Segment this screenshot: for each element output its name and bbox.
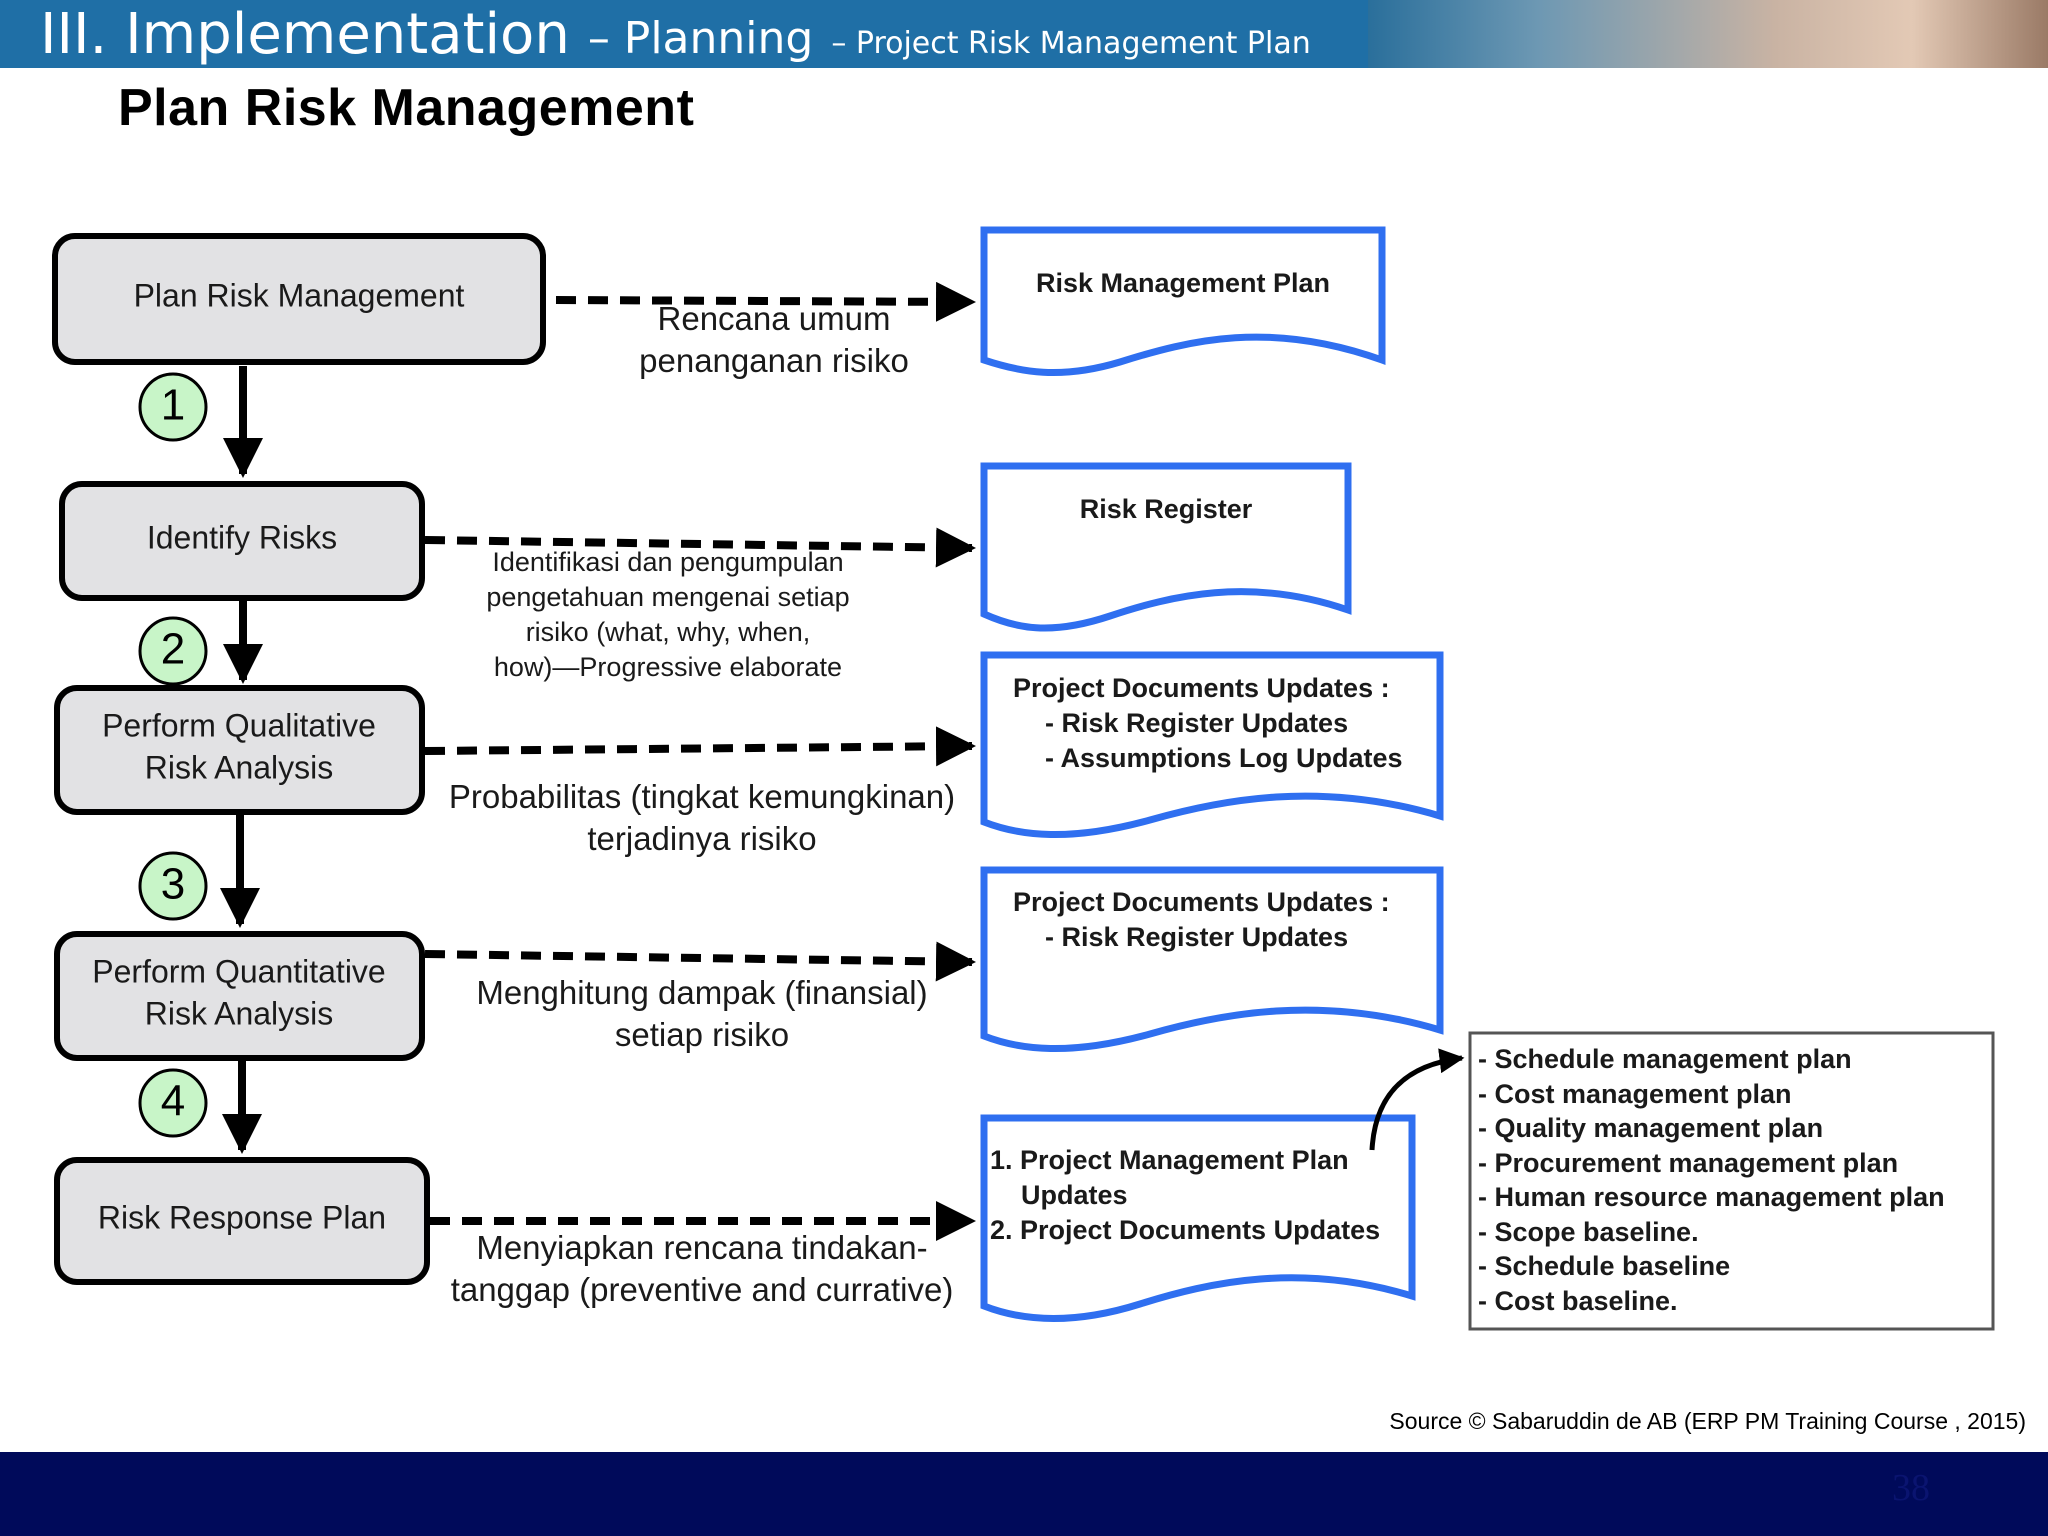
pm-plan-item: - Human resource management plan [1478,1182,1945,1212]
output-quantitative-updates [984,870,1440,1049]
document-label: Project Documents Updates : [1013,673,1390,703]
svg-text:3: 3 [160,859,186,909]
process-box-quantitative-analysis [57,934,422,1058]
svg-text:penanganan risiko: penanganan risiko [639,342,909,379]
output-risk-management-plan [984,230,1382,373]
pm-plan-item: - Schedule management plan [1478,1044,1852,1074]
page-number: 38 [1892,1467,1930,1509]
process-label: Risk Analysis [144,995,334,1032]
header-section: III. Implementation [40,2,570,67]
document-label: - Risk Register Updates [1045,922,1349,952]
pm-plan-item: - Procurement management plan [1478,1148,1899,1178]
svg-text:1: 1 [160,380,186,430]
svg-text:risiko (what, why, when,: risiko (what, why, when, [525,617,811,647]
svg-text:tanggap (preventive and currat: tanggap (preventive and currative) [450,1271,954,1308]
step-number-2 [140,618,206,684]
pm-plan-item: - Quality management plan [1478,1113,1824,1143]
page-title: Plan Risk Management [118,79,695,137]
process-label: Plan Risk Management [133,277,465,314]
connector-4 [425,954,972,962]
note-plan [639,300,909,379]
document-label: Risk Management Plan [1035,268,1331,298]
header-subtitle: – Project Risk Management Plan [831,26,1311,61]
output-connectors [425,300,972,1221]
output-qualitative-updates [984,655,1440,835]
pm-plan-item: - Schedule baseline [1478,1251,1731,1281]
pm-plan-item: - Cost baseline. [1478,1286,1678,1316]
process-label: Perform Quantitative [92,953,386,990]
document-label: Project Documents Updates : [1013,887,1390,917]
note-response [451,1229,954,1308]
process-box-qualitative-analysis [57,688,422,812]
note-quantitative [476,974,927,1053]
step-number-4 [140,1070,206,1136]
pm-plan-item: - Scope baseline. [1478,1217,1699,1247]
step-number-3 [140,853,206,919]
svg-text:Menyiapkan rencana tindakan-: Menyiapkan rencana tindakan- [476,1229,928,1266]
document-label: - Risk Register Updates [1045,708,1349,738]
process-box-identify-risks [62,484,422,598]
document-label: 2. Project Documents Updates [990,1215,1381,1245]
process-label: Perform Qualitative [102,707,376,744]
output-risk-register [984,466,1348,628]
svg-text:2: 2 [160,624,186,674]
source-citation: Source © Sabaruddin de AB (ERP PM Training Course , 2015) [1389,1408,2026,1434]
output-response-updates [984,1118,1412,1319]
svg-text:how)—Progressive elaborate: how)—Progressive elaborate [493,652,843,682]
pm-plan-updates-box [1470,1033,1993,1329]
svg-text:Probabilitas (tingkat kemungki: Probabilitas (tingkat kemungkinan) [448,778,956,815]
connector-3 [425,746,972,751]
document-label: Updates [1021,1180,1128,1210]
svg-text:setiap risiko: setiap risiko [614,1016,790,1053]
process-label: Risk Response Plan [97,1199,387,1236]
process-box-plan-risk-management [55,236,543,362]
svg-text:pengetahuan mengenai setiap: pengetahuan mengenai setiap [486,582,850,612]
note-identify [486,547,849,682]
footer-bar [0,1452,2048,1536]
svg-text:4: 4 [160,1076,186,1126]
note-qualitative [449,778,955,857]
step-number-1 [140,374,206,440]
document-label: Risk Register [1079,494,1253,524]
document-label: - Assumptions Log Updates [1045,743,1403,773]
svg-text:terjadinya risiko: terjadinya risiko [587,820,817,857]
svg-text:Menghitung dampak (finansial): Menghitung dampak (finansial) [476,974,928,1011]
process-box-risk-response-plan [57,1160,427,1282]
header-subsection: – Planning [587,13,814,64]
svg-text:Rencana umum: Rencana umum [657,300,891,337]
document-label: 1. Project Management Plan [990,1145,1349,1175]
process-label: Risk Analysis [144,749,334,786]
svg-text:Identifikasi dan pengumpulan: Identifikasi dan pengumpulan [492,547,844,577]
pm-plan-item: - Cost management plan [1478,1079,1792,1109]
process-label: Identify Risks [146,519,338,556]
